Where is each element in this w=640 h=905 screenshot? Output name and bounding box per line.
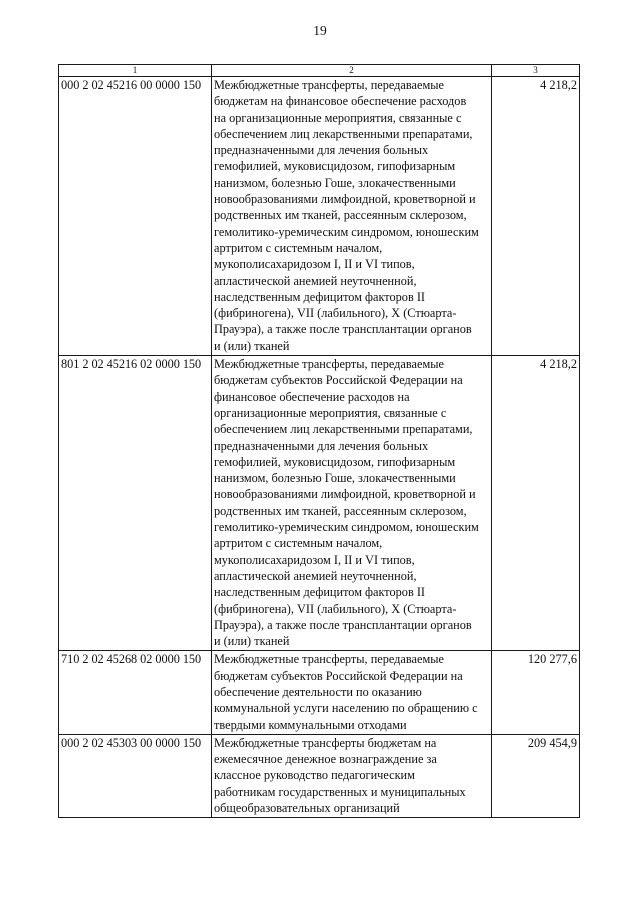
description-line: твердыми коммунальными отходами bbox=[214, 717, 407, 732]
description-line: Прауэра), а также после трансплантации органов bbox=[214, 322, 472, 337]
page-number: 19 bbox=[313, 23, 327, 38]
table-body bbox=[59, 77, 580, 818]
description-line: обеспечением лиц лекарственными препаратами, bbox=[214, 422, 473, 437]
table-row bbox=[59, 734, 580, 817]
description-line: общеобразовательных организаций bbox=[214, 801, 400, 816]
amount-cell: 209 454,9 bbox=[492, 734, 580, 817]
description-line: новообразованиями лимфоидной, кроветворной и bbox=[214, 487, 476, 502]
description-line: (фибриногена), VII (лабильного), X (Стюарта- bbox=[214, 306, 457, 321]
description-cell bbox=[212, 734, 492, 817]
description-line: мукополисахаридозом I, II и VI типов, bbox=[214, 552, 415, 567]
description-line: предназначенными для лечения больных bbox=[214, 438, 429, 453]
table-row bbox=[59, 651, 580, 734]
amount-cell: 4 218,2 bbox=[492, 77, 580, 356]
description-line: гемолитико-уремическим синдромом, юношеским bbox=[214, 520, 479, 535]
budget-table bbox=[58, 64, 580, 818]
description-line: Межбюджетные трансферты, передаваемые bbox=[214, 652, 444, 667]
description-line: бюджетам субъектов Российской Федерации на bbox=[214, 668, 463, 683]
table-row bbox=[59, 356, 580, 651]
description-line: новообразованиями лимфоидной, кроветворной и bbox=[214, 192, 476, 207]
description-cell bbox=[212, 77, 492, 356]
description-line: организационные мероприятия, связанные с bbox=[214, 405, 447, 420]
description-line: апластической анемией неуточненной, bbox=[214, 273, 417, 288]
description-line: гемолитико-уремическим синдромом, юношеским bbox=[214, 224, 479, 239]
description-line: нанизмом, болезнью Гоше, злокачественными bbox=[214, 471, 456, 486]
description-line: гемофилией, муковисцидозом, гипофизарным bbox=[214, 159, 456, 174]
description-line: классное руководство педагогическим bbox=[214, 768, 415, 783]
column-header-amount: 3 bbox=[492, 65, 580, 77]
description-line: (фибриногена), VII (лабильного), X (Стюарта- bbox=[214, 601, 457, 616]
description-line: предназначенными для лечения больных bbox=[214, 143, 429, 158]
description-cell bbox=[212, 651, 492, 734]
description-line: работникам государственных и муниципальных bbox=[214, 784, 466, 799]
description-line: и (или) тканей bbox=[214, 634, 290, 649]
description-line: Межбюджетные трансферты бюджетам на bbox=[214, 735, 437, 750]
column-header-description: 2 bbox=[212, 65, 492, 77]
column-header-code: 1 bbox=[59, 65, 212, 77]
budget-code-cell: 710 2 02 45268 02 0000 150 bbox=[59, 651, 212, 734]
description-line: Межбюджетные трансферты, передаваемые bbox=[214, 357, 444, 372]
description-line: артритом с системным началом, bbox=[214, 240, 383, 255]
description-line: артритом с системным началом, bbox=[214, 536, 383, 551]
table-row bbox=[59, 77, 580, 356]
description-line: ежемесячное денежное вознаграждение за bbox=[214, 752, 437, 767]
budget-code-cell: 801 2 02 45216 02 0000 150 bbox=[59, 356, 212, 651]
description-line: обеспечением лиц лекарственными препаратами, bbox=[214, 126, 473, 141]
budget-code-cell: 000 2 02 45303 00 0000 150 bbox=[59, 734, 212, 817]
description-line: коммунальной услуги населению по обращению с bbox=[214, 701, 478, 716]
description-line: наследственным дефицитом факторов II bbox=[214, 585, 426, 600]
description-line: наследственным дефицитом факторов II bbox=[214, 289, 426, 304]
description-line: финансовое обеспечение расходов на bbox=[214, 389, 410, 404]
description-line: на организационные мероприятия, связанные с bbox=[214, 110, 462, 125]
description-line: гемофилией, муковисцидозом, гипофизарным bbox=[214, 454, 456, 469]
description-line: мукополисахаридозом I, II и VI типов, bbox=[214, 257, 415, 272]
description-line: бюджетам на финансовое обеспечение расходов bbox=[214, 94, 467, 109]
description-line: Межбюджетные трансферты, передаваемые bbox=[214, 78, 444, 92]
description-line: нанизмом, болезнью Гоше, злокачественными bbox=[214, 175, 456, 190]
amount-cell: 120 277,6 bbox=[492, 651, 580, 734]
description-line: родственных им тканей, рассеянным склерозом, bbox=[214, 503, 467, 518]
description-line: обеспечение деятельности по оказанию bbox=[214, 684, 422, 699]
description-line: апластической анемией неуточненной, bbox=[214, 568, 417, 583]
header-row bbox=[59, 65, 580, 77]
description-cell bbox=[212, 356, 492, 651]
description-line: бюджетам субъектов Российской Федерации на bbox=[214, 373, 463, 388]
budget-code-cell: 000 2 02 45216 00 0000 150 bbox=[59, 77, 212, 356]
amount-cell: 4 218,2 bbox=[492, 356, 580, 651]
description-line: Прауэра), а также после трансплантации органов bbox=[214, 617, 472, 632]
description-line: родственных им тканей, рассеянным склерозом, bbox=[214, 208, 467, 223]
description-line: и (или) тканей bbox=[214, 338, 290, 353]
